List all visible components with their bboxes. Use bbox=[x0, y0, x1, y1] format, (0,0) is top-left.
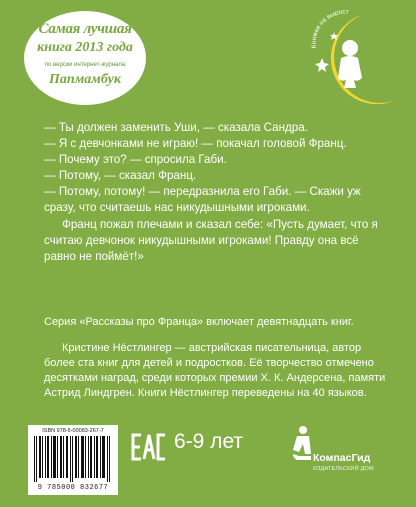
barcode-bars bbox=[32, 436, 114, 482]
publisher-logo bbox=[289, 424, 379, 494]
isbn-barcode bbox=[28, 425, 118, 495]
eac-certification-mark bbox=[131, 433, 167, 461]
barcode-number: 9 785000 832677 bbox=[37, 484, 109, 492]
age-rating: 6-9 лет bbox=[174, 430, 244, 453]
badge-line-4: Папмамбук bbox=[49, 72, 121, 87]
narration-paragraph: Франц пожал плечами и сказал себе: «Пусть думает, что я считаю девчонок никудышными игроками! Правду она всё равно не поймёт!» bbox=[44, 218, 378, 264]
badge-line-3: по версии интернет-журнала bbox=[44, 62, 126, 68]
series-moon-logo bbox=[308, 8, 398, 112]
child-silhouette-icon bbox=[338, 40, 362, 88]
isbn-text: ISBN 978-5-00083-267-7 bbox=[42, 428, 104, 434]
series-note: Серия «Рассказы про Франца» включает девятнадцать книг. bbox=[44, 316, 354, 328]
dialog-line: — Ты должен заменить Уши, — сказала Сандра. bbox=[44, 121, 308, 134]
dialog-line: — Я с девчонками не играю! — покачал головой Франц. bbox=[44, 137, 347, 151]
badge-line-1: Самая лучшая bbox=[38, 21, 132, 37]
dialog-line: — Потому, потому! — передразнила его Габи. — Скажи уж сразу, что считаешь нас никудышными игроками. bbox=[44, 185, 361, 215]
dialog-excerpt bbox=[44, 120, 389, 217]
publisher-subtitle: ИЗДАТЕЛЬСКИЙ ДОМ bbox=[313, 466, 374, 472]
dialog-line: — Почему это? — спросила Габи. bbox=[44, 153, 227, 167]
series-logo-arc-text: Книжки на вырост bbox=[310, 8, 349, 49]
badge-line-2: книга 2013 года bbox=[37, 40, 133, 55]
award-badge bbox=[24, 11, 146, 105]
moon-crescent bbox=[331, 14, 396, 104]
compass-figure-icon bbox=[289, 424, 315, 464]
author-bio: Кристине Нёстлингер — австрийская писательница, автор более ста книг для детей и подростков. Её творчество отмечено десятками наград, среди которых премии Х. К. Андерсена, памяти Астрид Линдгрен. Книги Нёстлингер переведены на 40 языков. bbox=[44, 342, 386, 399]
publisher-name: КомпасГид bbox=[313, 452, 371, 464]
dialog-line: — Потому, — сказал Франц. bbox=[44, 169, 197, 183]
